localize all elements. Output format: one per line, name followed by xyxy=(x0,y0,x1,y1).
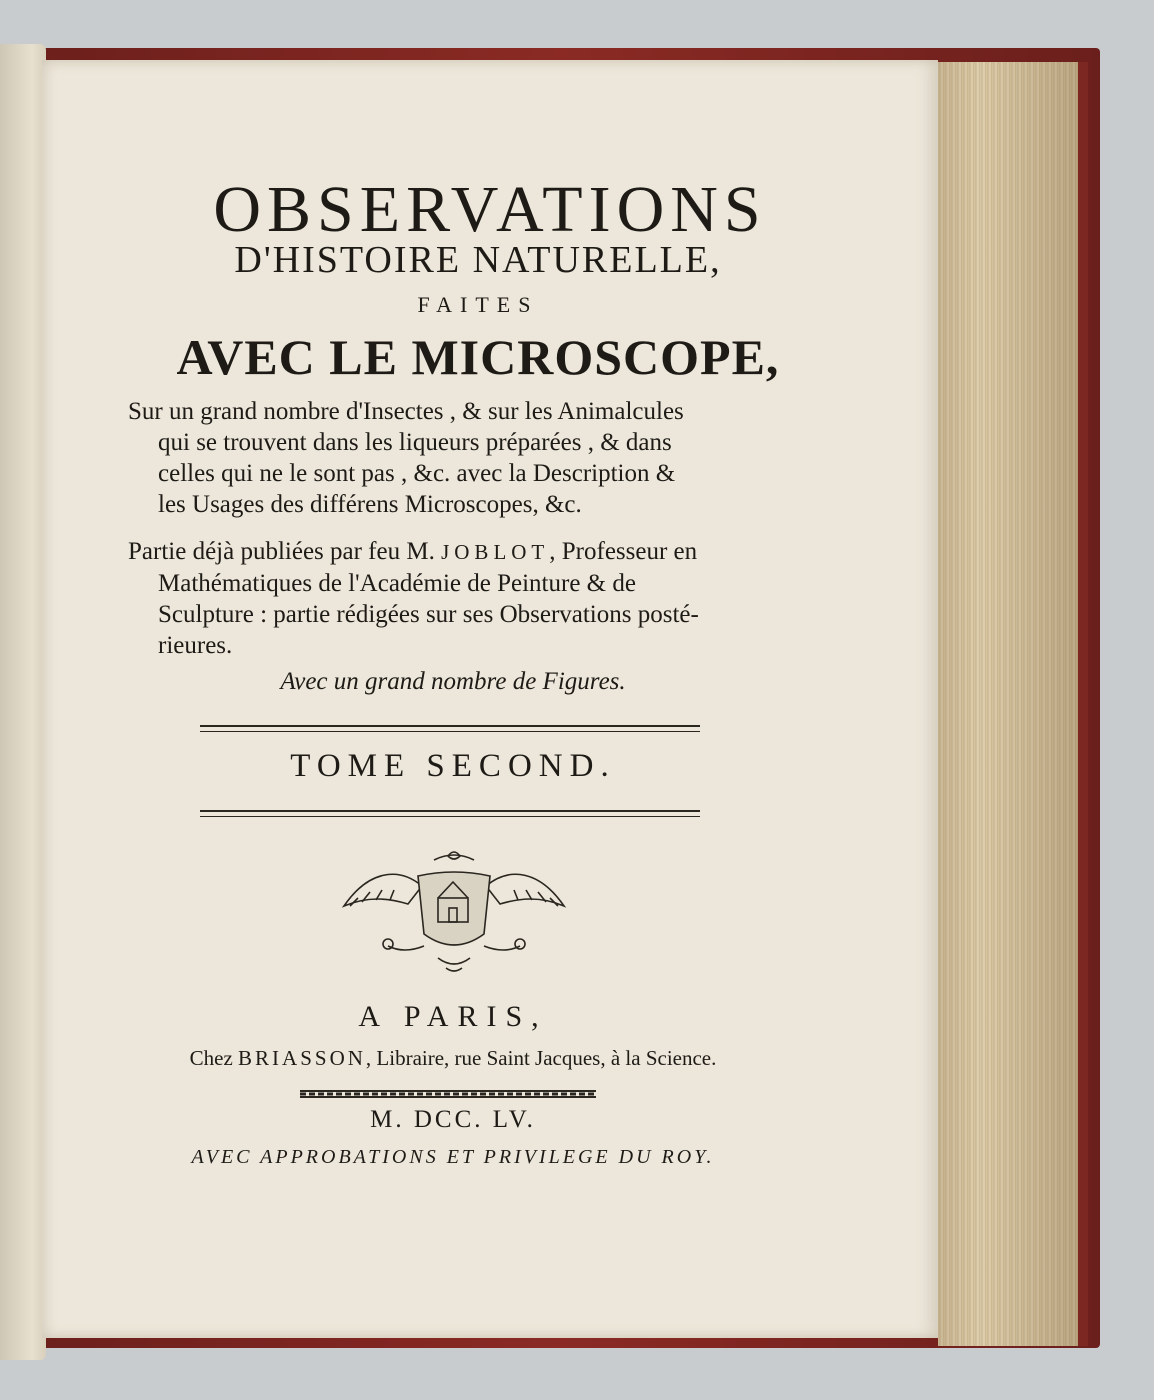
author-line: rieures. xyxy=(158,632,233,659)
book-subtitle: D'HISTOIRE NATURELLE, xyxy=(234,239,722,281)
author-intro: Partie déjà publiées par feu M. xyxy=(128,538,435,565)
page-fore-edge xyxy=(938,62,1088,1346)
book-title: OBSERVATIONS xyxy=(213,173,767,246)
ornamental-rule xyxy=(300,1088,596,1100)
publication-year: M. DCC. LV. xyxy=(370,1106,536,1133)
figures-note: Avec un grand nombre de Figures. xyxy=(280,668,626,695)
author-first-line xyxy=(128,536,778,568)
printer-line xyxy=(128,1046,778,1071)
title-page-content xyxy=(42,60,938,1338)
description-line: qui se trouvent dans les liqueurs préparées , & dans xyxy=(158,429,672,456)
printer-name: BRIASSON xyxy=(238,1046,366,1070)
divider-rule xyxy=(200,731,700,732)
volume-label: TOME SECOND. xyxy=(290,748,616,784)
author-line: Mathématiques de l'Académie de Peinture & de xyxy=(158,570,636,597)
divider-rule xyxy=(200,816,700,817)
divider-rule xyxy=(200,810,700,812)
printer-prefix: Chez xyxy=(189,1046,233,1070)
microscope-line: AVEC LE MICROSCOPE, xyxy=(176,329,780,385)
description-paragraph xyxy=(128,396,778,520)
faites-line: FAITES xyxy=(417,292,539,317)
privilege-line: AVEC APPROBATIONS ET PRIVILEGE DU ROY. xyxy=(191,1146,715,1168)
printer-device-vignette xyxy=(338,846,570,976)
author-line: Sculpture : partie rédigées sur ses Observations posté- xyxy=(158,601,699,628)
author-name: JOBLOT xyxy=(441,540,550,564)
printer-address: , Libraire, rue Saint Jacques, à la Science. xyxy=(365,1046,717,1070)
author-paragraph xyxy=(128,536,778,661)
divider-rule xyxy=(200,725,700,727)
author-rest: , Professeur en xyxy=(549,538,698,565)
description-line: les Usages des différens Microscopes, &c. xyxy=(158,491,582,518)
description-line: Sur un grand nombre d'Insectes , & sur les Animalcules xyxy=(128,398,684,425)
place-of-publication: A PARIS, xyxy=(358,1000,548,1033)
description-line: celles qui ne le sont pas , &c. avec la Description & xyxy=(158,460,676,487)
left-page-edge xyxy=(0,44,46,1360)
